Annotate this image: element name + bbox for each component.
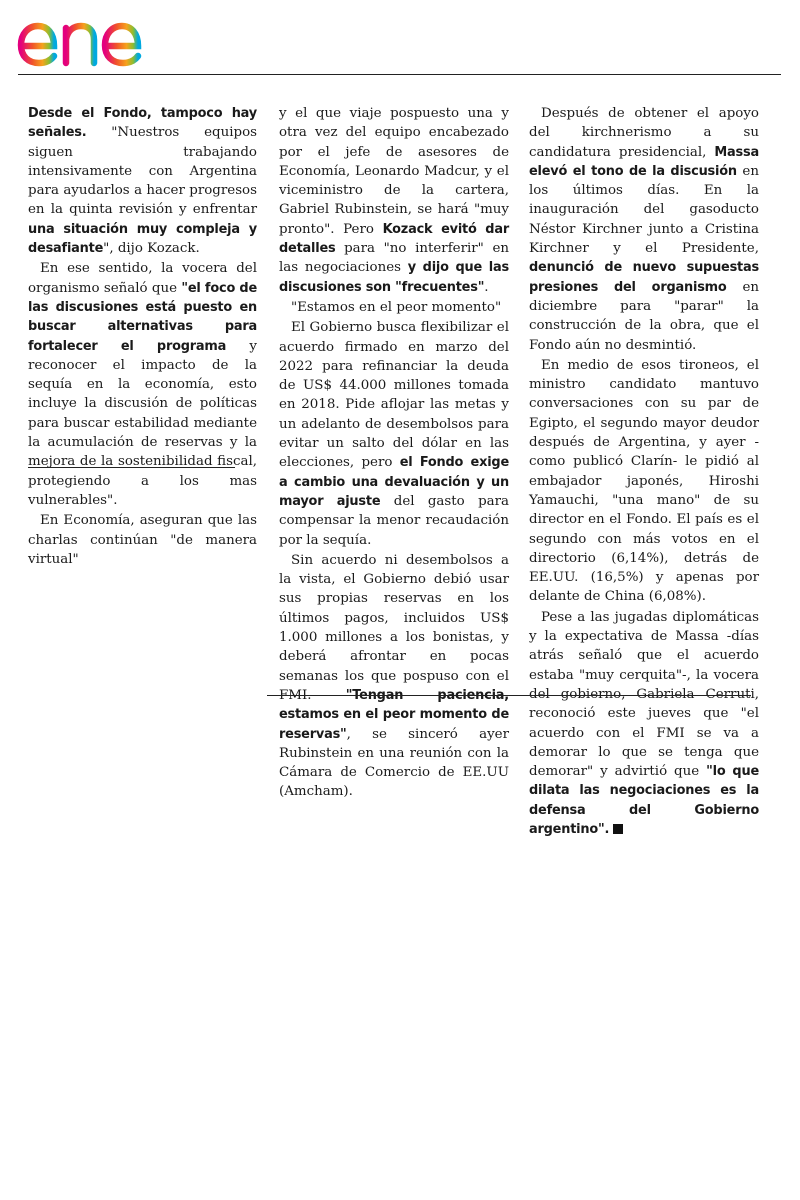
paragraph: En ese sentido, la vocera del organismo señaló que "el foco de las discusiones está puesto en buscar alternativas para fortalecer el programa y reconocer el impacto de la sequía en la economía, esto incluye la discusión de políticas para buscar estabilidad mediante la acumulación de reservas y la mejora de la sostenibilidad fiscal, protegiendo a los mas vulnerables". xyxy=(28,261,257,508)
paragraph: Sin acuerdo ni desembolsos a la vista, el Gobierno debió usar sus propias reservas en los últimos pagos, incluidos US$ 1.000 millones a los bonistas, y deberá afrontar en pocas semanas los que pospuso con el FMI. "Tengan paciencia, estamos en el peor momento de reservas", se sinceró ayer Rubinstein en una reunión con la Cámara de Comercio de EE.UU (Amcham). xyxy=(279,552,509,800)
article-column-1 xyxy=(28,104,257,570)
bold-text: . xyxy=(604,821,610,837)
bold-text: "el foco de las discusiones está puesto en buscar alternativas para fortalecer el programa xyxy=(28,280,257,354)
end-of-article-mark xyxy=(613,824,623,834)
paragraph: Desde el Fondo, tampoco hay señales. "Nuestros equipos siguen trabajando intensivamente con Argentina para ayudarlos a hacer progresos en la quinta revisión y enfrentar una situación muy compleja y desafiante", dijo Kozack. xyxy=(28,106,257,257)
paragraph: El Gobierno busca flexibilizar el acuerdo firmado en marzo del 2022 para refinanciar la deuda de US$ 44.000 millones tomada en 2018. Pide aflojar las metas y un adelanto de desembolsos para evitar un salto del dólar en las elecciones, pero el Fondo exige a cambio una devaluación y un mayor ajuste del gasto para compensar la menor recaudación por la sequía. xyxy=(279,320,510,548)
bold-text: "Tengan paciencia, estamos en el peor momento de reservas" xyxy=(279,687,509,742)
subheading: "Estamos en el peor momento" xyxy=(291,299,502,315)
bottom-rule xyxy=(267,695,751,696)
paragraph: y el que viaje pospuesto una y otra vez del equipo encabezado por el jefe de asesores de Economía, Leonardo Madcur, y el viceministro de la cartera, Gabriel Rubinstein, se hará "muy pronto". Pero Kozack evitó dar detalles para "no interferir" en las negociaciones y dijo que las discusiones son "frecuentes". xyxy=(279,106,509,295)
bold-text: Massa elevó el tono de la discusión xyxy=(529,144,759,179)
header-rule xyxy=(18,74,781,75)
bold-text: "lo que dilata las negociaciones es la defensa del Gobierno argentino" xyxy=(529,764,759,837)
article-column-2 xyxy=(279,104,509,803)
paragraph: Después de obtener el apoyo del kirchnerismo a su candidatura presidencial, Massa elevó el tono de la discusión en los últimos días. En la inauguración del gasoducto Néstor Kirchner junto a Cristina Kirchner y el Presidente, denunció de nuevo supuestas presiones del organismo en diciembre para "parar" la construcción de la obra, que el Fondo aún no desmintió. xyxy=(529,106,760,353)
article-column-3 xyxy=(529,104,759,840)
bold-text: una situación muy compleja y desafiante xyxy=(28,221,257,257)
bold-text: denunció de nuevo supuestas presiones del organismo xyxy=(529,260,759,295)
bold-text: el Fondo exige a cambio una devaluación y un mayor ajuste xyxy=(279,455,509,509)
paragraph: En medio de esos tironeos, el ministro candidato mantuvo conversaciones con su par de Egipto, el segundo mayor deudor después de Argentina, y ayer -como publicó Clarín- le pidió al embajador japonés, Hiroshi Yamauchi, "una mano" de su director en el Fondo. El país es el segundo con más votos en el directorio (6,14%), detrás de EE.UU. (16,5%) y apenas por delante de China (6,08%). xyxy=(529,357,759,605)
enel-logo xyxy=(16,6,186,68)
bold-text: Kozack evitó dar detalles xyxy=(279,221,509,257)
bold-text: Desde el Fondo, tampoco hay señales. xyxy=(28,106,257,141)
paragraph: En Economía, aseguran que las charlas continúan "de manera virtual" xyxy=(28,513,257,567)
column-divider xyxy=(28,467,235,468)
bold-text: y dijo que las discusiones son "frecuentes" xyxy=(279,260,509,295)
paragraph: Pese a las jugadas diplomáticas y la expectativa de Massa -días atrás señaló que el acuerdo estaba "muy cerquita"-, la vocera del gobierno, Gabriela Cerruti, reconoció este jueves que "el acuerdo con el FMI se va a demorar lo que se tenga que demorar" y advirtió que "lo que dilata las negociaciones es la defensa del Gobierno argentino". xyxy=(529,609,759,837)
